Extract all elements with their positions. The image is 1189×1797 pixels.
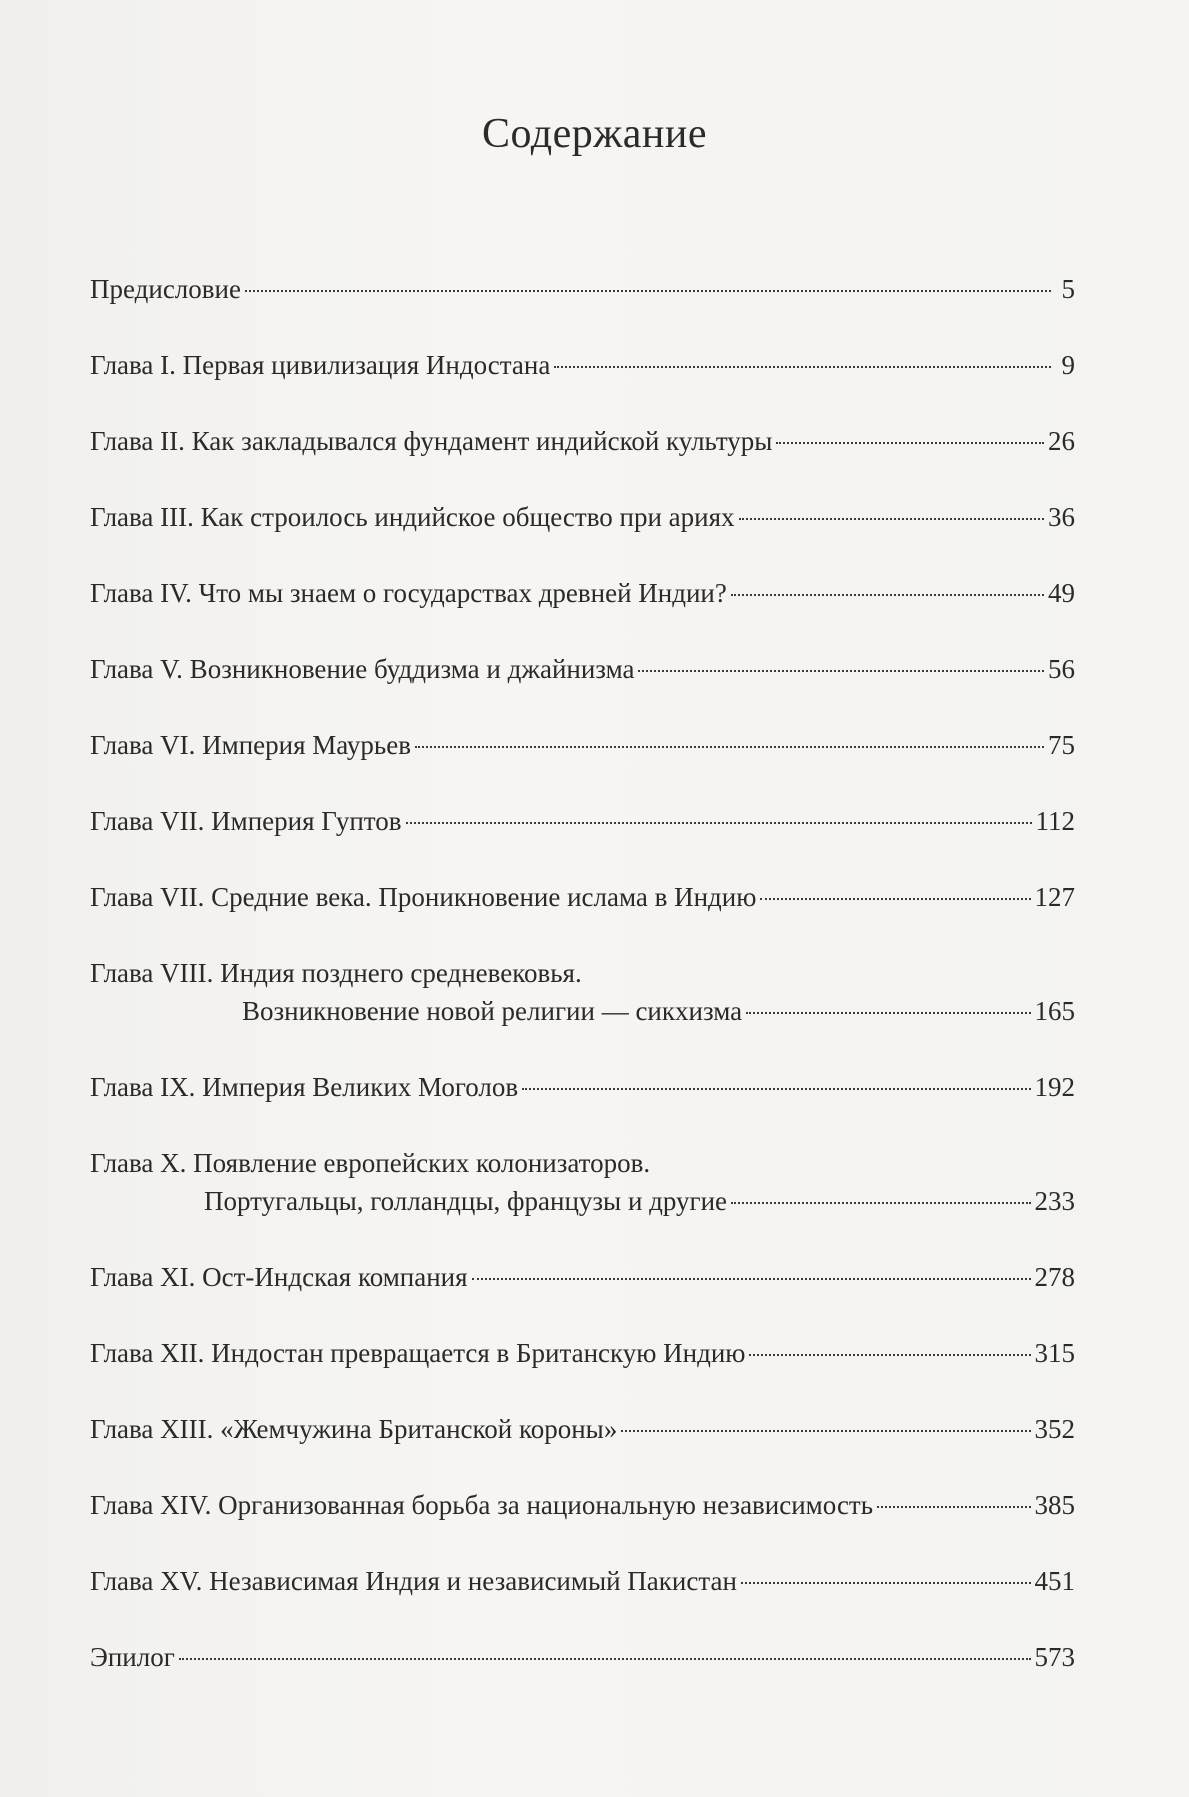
toc-entry-chapter-10 (90, 1144, 1075, 1258)
toc-page-number: 192 (1034, 1072, 1075, 1102)
dot-leader (760, 898, 1030, 900)
toc-entry-title: Эпилог (90, 1642, 175, 1672)
dot-leader (746, 1012, 1030, 1014)
toc-entry-chapter-7 (90, 802, 1075, 878)
toc-entry-chapter-8 (90, 954, 1075, 1068)
dot-leader (179, 1658, 1031, 1660)
toc-entry-title: Предисловие (90, 274, 241, 304)
toc-page-number: 352 (1034, 1414, 1075, 1444)
toc-page-number: 26 (1048, 426, 1075, 456)
toc-page-number: 127 (1034, 882, 1075, 912)
toc-entry-title: Глава V. Возникновение буддизма и джайнизма (90, 654, 635, 684)
toc-page-number: 36 (1048, 502, 1075, 532)
toc-page-number: 112 (1035, 806, 1075, 836)
toc-page-number: 278 (1034, 1262, 1075, 1292)
toc-entry-title: Глава VII. Средние века. Проникновение ислама в Индию (90, 882, 757, 912)
toc-entry-title: Глава IX. Империя Великих Моголов (90, 1072, 519, 1102)
toc-entry-title: Глава XV. Независимая Индия и независимый Пакистан (90, 1566, 737, 1596)
dot-leader (638, 670, 1044, 672)
toc-entry-title: Глава VI. Империя Маурьев (90, 730, 411, 760)
toc-entry-title: Глава I. Первая цивилизация Индостана (90, 350, 551, 380)
toc-entry-chapter-7b (90, 878, 1075, 954)
toc-page-number: 165 (1034, 996, 1075, 1026)
dot-leader (741, 1582, 1031, 1584)
dot-leader (245, 290, 1051, 292)
dot-leader (415, 746, 1044, 748)
toc-entry-title: Глава XIV. Организованная борьба за национальную независимость (90, 1490, 874, 1520)
dot-leader (776, 442, 1044, 444)
dot-leader (554, 366, 1051, 368)
toc-entry-chapter-11 (90, 1258, 1075, 1334)
toc-entry-title: Глава III. Как строилось индийское общество при ариях (90, 502, 735, 532)
toc-entry-subtitle: Возникновение новой религии — сикхизма (242, 996, 743, 1026)
toc-entry-chapter-3 (90, 498, 1075, 574)
toc-entry-title: Глава VII. Империя Гуптов (90, 806, 402, 836)
dot-leader (877, 1506, 1030, 1508)
toc-page-number: 573 (1034, 1642, 1075, 1672)
toc-entry-title: Глава VIII. Индия позднего средневековья. (90, 958, 582, 988)
toc-page-number: 56 (1048, 654, 1075, 684)
toc-page-number: 451 (1034, 1566, 1075, 1596)
toc-page-number: 315 (1034, 1338, 1075, 1368)
toc-page-number: 233 (1034, 1186, 1075, 1216)
toc-entry-chapter-14 (90, 1486, 1075, 1562)
toc-page-number: 75 (1048, 730, 1075, 760)
toc-page-number: 9 (1061, 350, 1075, 380)
toc-entry-title: Глава XIII. «Жемчужина Британской короны» (90, 1414, 618, 1444)
page-title: Содержание (481, 111, 708, 157)
dot-leader (472, 1278, 1031, 1280)
toc-entry-preface (90, 270, 1075, 346)
toc-entry-title: Глава XI. Ост-Индская компания (90, 1262, 468, 1292)
toc-entry-title: Глава II. Как закладывался фундамент индийской культуры (90, 426, 773, 456)
toc-entry-chapter-13 (90, 1410, 1075, 1486)
dot-leader (522, 1088, 1030, 1090)
toc-entry-subtitle: Португальцы, голландцы, французы и другие (204, 1186, 728, 1216)
dot-leader (739, 518, 1044, 520)
dot-leader (406, 822, 1032, 824)
dot-leader (749, 1354, 1030, 1356)
toc-entry-chapter-6 (90, 726, 1075, 802)
toc-entry-chapter-2 (90, 422, 1075, 498)
toc-page-number: 5 (1061, 274, 1075, 304)
dot-leader (621, 1430, 1030, 1432)
toc-entry-title: Глава IV. Что мы знаем о государствах древней Индии? (90, 578, 727, 608)
dot-leader (731, 1202, 1030, 1204)
toc-entry-epilogue (90, 1638, 1075, 1714)
toc-entry-title: Глава XII. Индостан превращается в Британскую Индию (90, 1338, 746, 1368)
dot-leader (731, 594, 1044, 596)
toc-page-number: 49 (1048, 578, 1075, 608)
toc-entry-chapter-5 (90, 650, 1075, 726)
toc-page-number: 385 (1034, 1490, 1075, 1520)
toc-entry-chapter-1 (90, 346, 1075, 422)
toc-entry-chapter-9 (90, 1068, 1075, 1144)
toc-entry-chapter-15 (90, 1562, 1075, 1638)
toc-entry-title: Глава X. Появление европейских колонизаторов. (90, 1148, 651, 1178)
table-of-contents (90, 270, 1075, 1714)
toc-entry-chapter-12 (90, 1334, 1075, 1410)
toc-entry-chapter-4 (90, 574, 1075, 650)
